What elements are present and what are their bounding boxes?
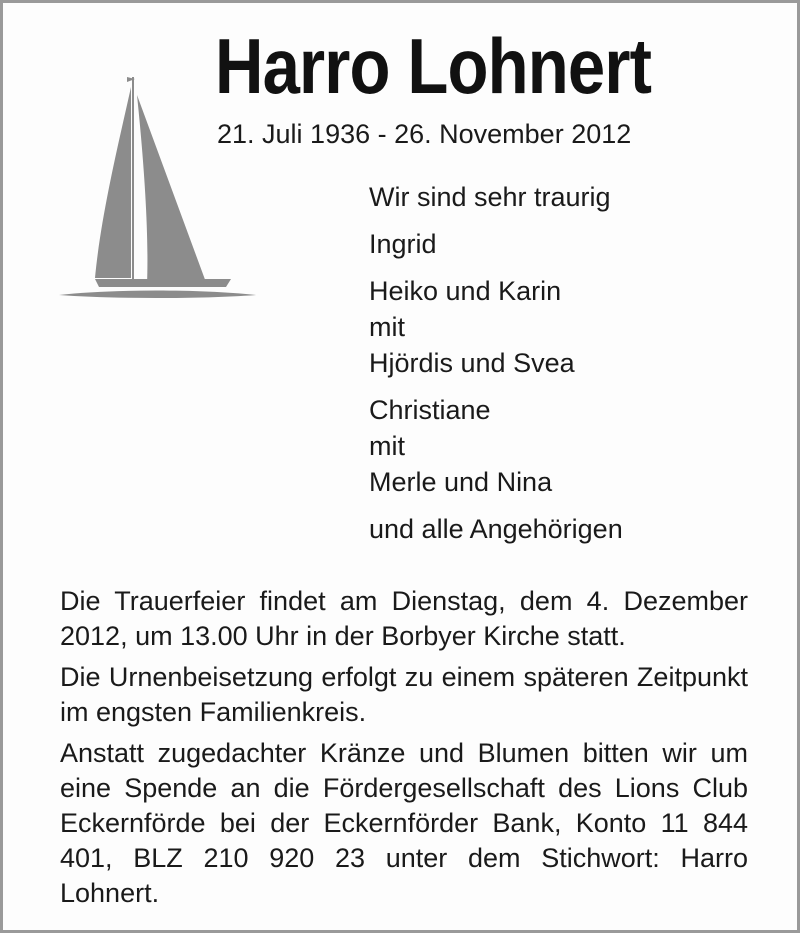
mourners-list bbox=[369, 179, 769, 558]
life-dates: 21. Juli 1936 - 26. November 2012 bbox=[217, 119, 632, 149]
burial-paragraph: Die Urnenbeisetzung erfolgt zu einem späteren Zeitpunkt im engsten Familienkreis. bbox=[60, 662, 748, 727]
mourner-line: Heiko und Karin bbox=[369, 276, 562, 306]
mourner-line: mit bbox=[369, 431, 405, 461]
mourner-line: mit bbox=[369, 312, 405, 342]
announcement-text bbox=[60, 584, 748, 917]
mourner-group bbox=[369, 511, 769, 547]
mourner-group bbox=[369, 273, 769, 381]
mourner-line: und alle Angehörigen bbox=[369, 514, 623, 544]
mourner-group bbox=[369, 392, 769, 500]
mourner-line: Ingrid bbox=[369, 229, 437, 259]
mourner-line: Merle und Nina bbox=[369, 467, 553, 497]
mourner-group bbox=[369, 226, 769, 262]
mourner-line: Hjördis und Svea bbox=[369, 348, 575, 378]
mourner-line: Christiane bbox=[369, 395, 491, 425]
donation-paragraph: Anstatt zugedachter Kränze und Blumen bitten wir um eine Spende an die Fördergesellschaft des Lions Club Eckernförde bei der Eckernförder Bank, Konto 11 844 401, BLZ 210 920 23 unter dem Stichwort: Harro Lohnert. bbox=[60, 738, 748, 908]
mourners-intro bbox=[369, 179, 769, 215]
intro-line: Wir sind sehr traurig bbox=[369, 182, 611, 212]
funeral-paragraph: Die Trauerfeier findet am Dienstag, dem 4. Dezember 2012, um 13.00 Uhr in der Borbyer Kirche statt. bbox=[60, 586, 748, 651]
deceased-name: Harro Lohnert bbox=[215, 22, 652, 110]
